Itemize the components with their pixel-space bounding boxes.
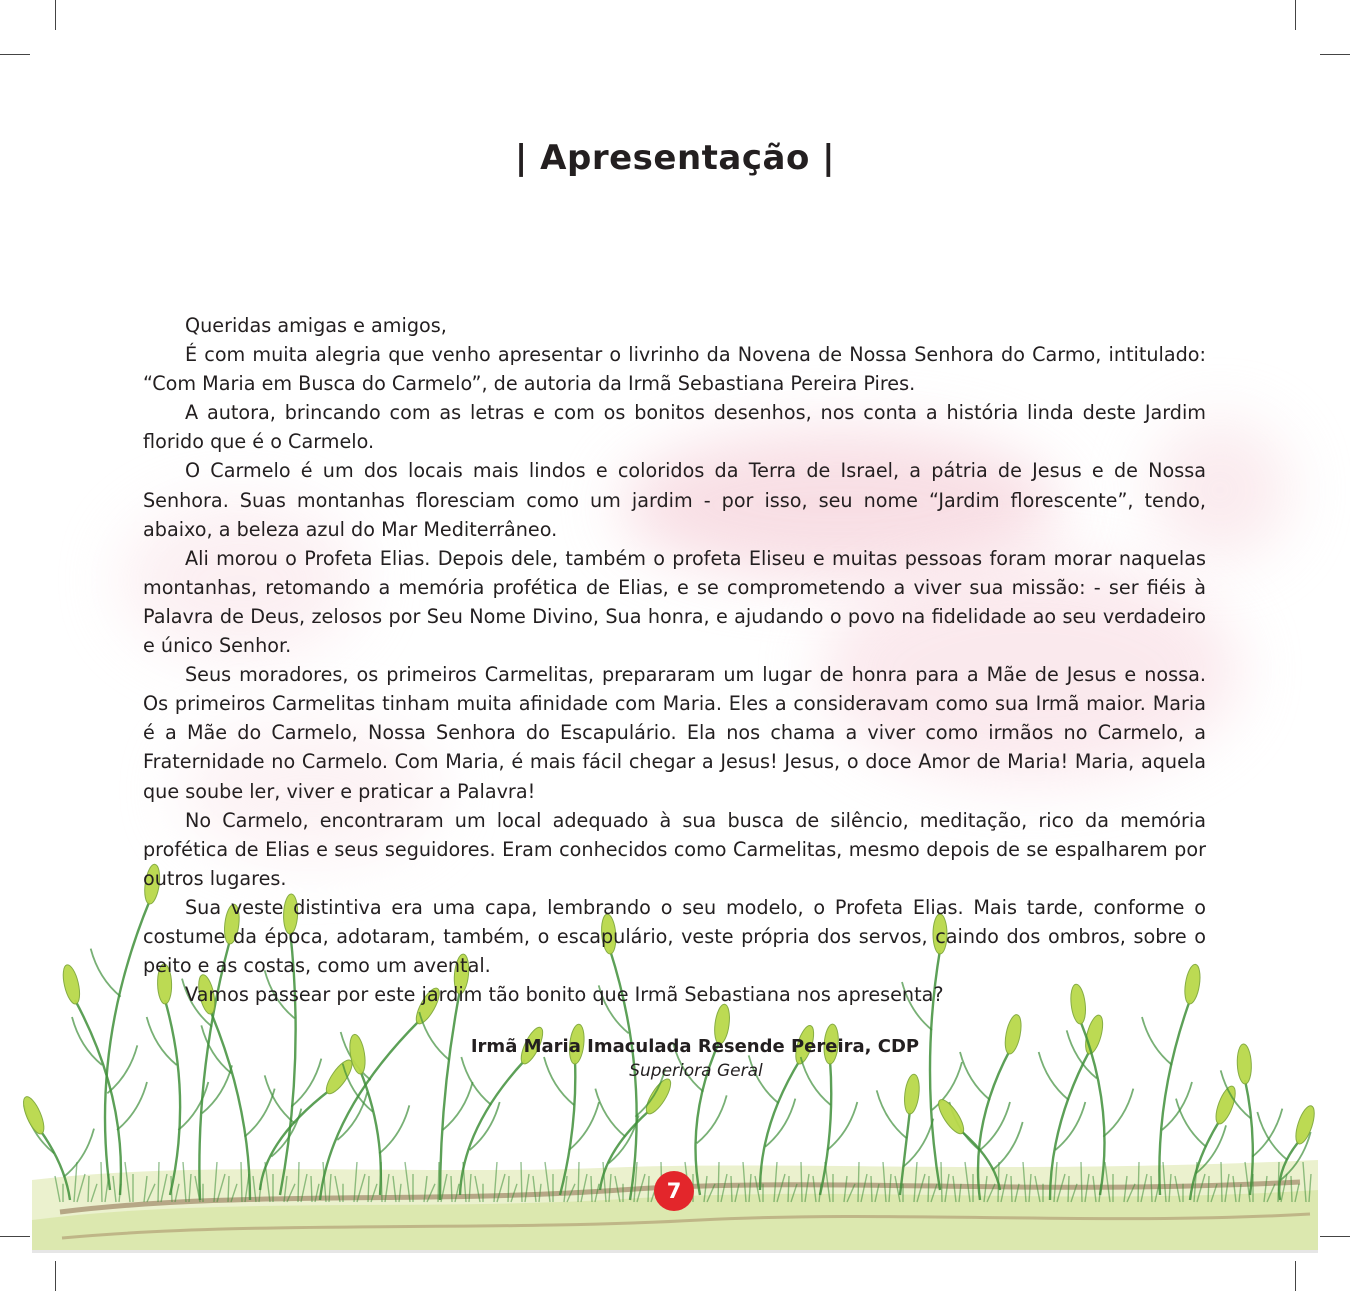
page-title: | Apresentação | [514, 138, 836, 178]
grass-bud [1212, 1084, 1239, 1126]
grass-leaf [993, 1122, 1023, 1170]
grass-stem [440, 990, 460, 1200]
grass-stem [75, 1000, 121, 1195]
grass-leaf [877, 1090, 907, 1138]
grass-bud [934, 1096, 968, 1137]
grass-leaf [470, 1102, 500, 1150]
grass-leaf [337, 1092, 367, 1140]
grass-leaf [1257, 1112, 1287, 1160]
paragraph: Seus moradores, os primeiros Carmelitas, prepararam um lugar de honra para a Mãe de Jesus e nossa. Os primeiros Carmelitas tinham muita afinidade com Maria. Eles a consideravam como sua Irmã maior. Maria é a Mãe do Carmelo, Nossa Senhora do Escapulário. Ela nos chama a viver como irmãos no Carmelo, a Fraternidade no Carmelo. Com Maria, é mais fácil chegar a Jesus! Jesus, o doce Amor de Maria! Maria, aquela que soube ler, viver e praticar a Palavra! [143, 663, 1206, 803]
grass-leaf [595, 1089, 625, 1137]
grass-leaf [1252, 1109, 1282, 1157]
grass-bud [60, 963, 83, 1005]
presentation-text [143, 311, 1206, 1009]
signature-name: Irmã Maria Imaculada Resende Pereira, CDP [470, 1036, 920, 1057]
paragraph: Ali morou o Profeta Elias. Depois dele, também o profeta Eliseu e muitas pessoas foram morar naquelas montanhas, retomando a memória profética de Elias, e se comprometendo a viver sua missão: - ser fiéis à Palavra de Deus, zelosos por Seu Nome Divino, Sua honra, e ajudando o povo na fidelidade ao seu verdadeiro e único Senhor. [143, 546, 1206, 658]
paragraph: Vamos passear por este jardim tão bonito que Irmã Sebastiana nos apresenta? [185, 983, 944, 1007]
grass-bud [1292, 1104, 1318, 1146]
paragraph: Queridas amigas e amigos, [185, 314, 447, 337]
grass-leaf [980, 1102, 1010, 1150]
paragraph: A autora, brincando com as letras e com os bonitos desenhos, nos conta a história linda deste Jardim florido que é o Carmelo. [143, 401, 1206, 454]
paragraph: No Carmelo, encontraram um local adequado à sua busca de silêncio, meditação, rico da memória profética de Elias e seus seguidores. Eram conhecidos como Carmelitas, mesmo depois de se espalharem por outros lugares. [143, 808, 1206, 890]
grass-leaf [245, 1089, 275, 1137]
grass-stem [165, 1000, 180, 1195]
grass-leaf [379, 1105, 409, 1153]
grass-leaf [697, 1095, 727, 1143]
grass-leaf [443, 1082, 473, 1130]
paragraph: O Carmelo é um dos locais mais lindos e coloridos da Terra de Israel, a pátria de Jesus e de Nossa Senhora. Suas montanhas floresciam como um jardim - por isso, seu nome “Jardim florescente”, tendo, abaixo, a beleza azul do Mar Mediterrâneo. [143, 459, 1206, 541]
page-number-badge: 7 [654, 1171, 694, 1211]
grass-leaf [117, 1082, 147, 1130]
grass-leaf [1103, 1089, 1133, 1137]
paragraph: É com muita alegria que venho apresentar o livrinho da Novena de Nossa Senhora do Carmo, intitulado: “Com Maria em Busca do Carmelo”, de autoria da Irmã Sebastiana Pereira Pires. [143, 343, 1206, 396]
grass-leaf [1176, 1099, 1206, 1147]
grass-leaf [91, 949, 121, 997]
signature-role: Superiora Geral [629, 1061, 763, 1081]
grass-leaf [64, 1129, 94, 1177]
grass-bud [642, 1076, 675, 1117]
paragraph: Sua veste distintiva era uma capa, lembrando o seu modelo, o Profeta Elias. Mais tarde, conforme o costume da época, adotaram, também, o escapulário, veste própria dos servos, caindo dos ombros, sobre o peito e as costas, como um avental. [143, 895, 1206, 978]
